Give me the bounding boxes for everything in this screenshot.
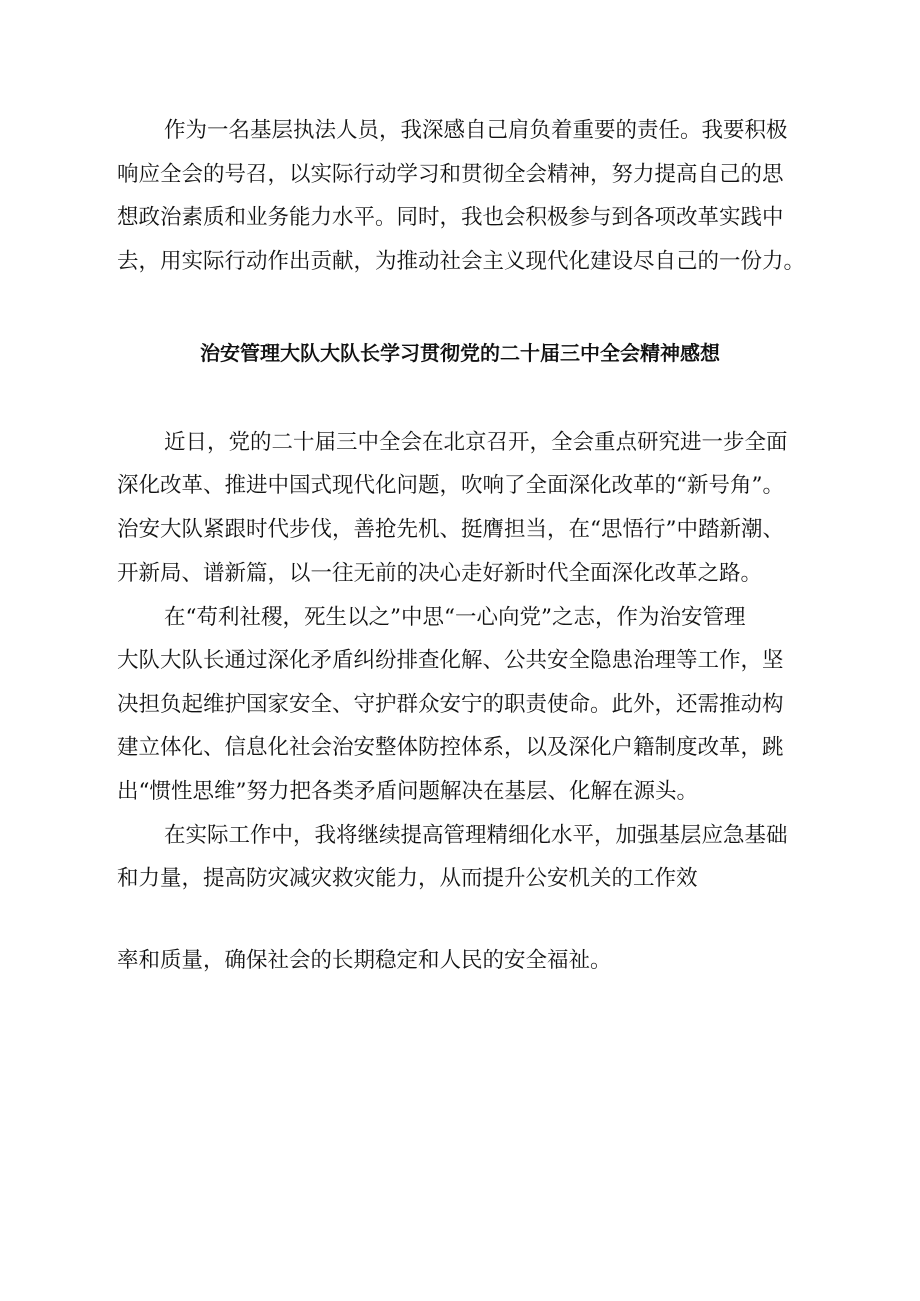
text-line: 在“苟利社稷，死生以之”中思“一心向党”之志，作为治安管理 xyxy=(164,605,746,630)
text-line: 建立体化、信息化社会治安整体防控体系，以及深化户籍制度改革，跳 xyxy=(117,735,784,760)
text-line: 出“惯性思维”努力把各类矛盾问题解决在基层、化解在源头。 xyxy=(117,779,698,804)
text-line: 率和质量，确保社会的长期稳定和人民的安全福祉。 xyxy=(117,948,612,973)
text-line: 想政治素质和业务能力水平。同时，我也会积极参与到各项改革实践中 xyxy=(117,205,784,230)
text-line: 开新局、谱新篇，以一往无前的决心走好新时代全面深化改革之路。 xyxy=(117,561,763,586)
article-title: 治安管理大队大队长学习贯彻党的二十届三中全会精神感想 xyxy=(200,341,720,365)
text-line: 响应全会的号召，以实际行动学习和贯彻全会精神，努力提高自己的思 xyxy=(117,162,784,187)
text-line: 在实际工作中，我将继续提高管理精细化水平，加强基层应急基础 xyxy=(164,823,788,848)
text-line: 大队大队长通过深化矛盾纠纷排查化解、公共安全隐患治理等工作，坚 xyxy=(117,648,784,673)
text-line: 深化改革、推进中国式现代化问题，吹响了全面深化改革的“新号角”。 xyxy=(117,473,784,498)
text-line: 去，用实际行动作出贡献，为推动社会主义现代化建设尽自己的一份力。 xyxy=(117,249,806,274)
text-line: 决担负起维护国家安全、守护群众安宁的职责使命。此外，还需推动构 xyxy=(117,692,784,717)
text-line: 近日，党的二十届三中全会在北京召开，全会重点研究进一步全面 xyxy=(164,430,788,455)
text-line: 作为一名基层执法人员，我深感自己肩负着重要的责任。我要积极 xyxy=(164,118,788,143)
text-line: 和力量，提高防灾减灾救灾能力，从而提升公安机关的工作效 xyxy=(117,866,698,891)
text-line: 治安大队紧跟时代步伐，善抢先机、挺膺担当，在“思悟行”中踏新潮、 xyxy=(117,517,784,542)
